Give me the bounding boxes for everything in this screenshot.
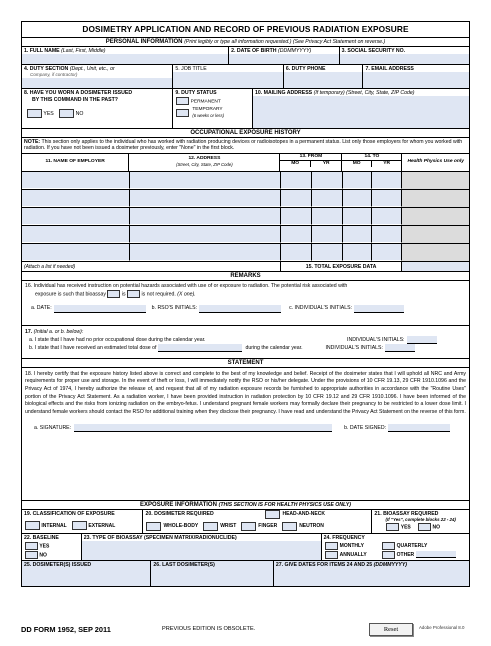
reset-button[interactable]: Reset (369, 623, 413, 636)
yes-checkbox[interactable] (27, 109, 42, 118)
health-physics-cell (402, 172, 469, 189)
dosimeter-required-field: 20. DOSIMETER REQUIRED HEAD-AND-NECK WHOLE-BODY WRIST FINGER NEUTRON (143, 510, 372, 533)
address-cell[interactable] (130, 190, 281, 207)
health-physics-cell (402, 208, 469, 225)
internal-checkbox[interactable] (25, 521, 40, 530)
dosimeter-worn-field: 8. HAVE YOU WORN A DOSIMETER ISSUED BY THIS COMMAND IN THE PAST? YES NO (22, 89, 173, 128)
personal-info-heading (22, 38, 469, 47)
external-checkbox[interactable] (72, 521, 87, 530)
temporary-checkbox[interactable] (176, 109, 189, 117)
to-col-header: 14. TO MO YR (342, 154, 402, 171)
duty-status-field: 9. DUTY STATUS PERMANENT TEMPORARY (6 weeks or less) (173, 89, 253, 128)
row-fields-1-3 (22, 47, 469, 65)
bioassay-is-not-checkbox[interactable] (127, 290, 140, 298)
signature-label: a. SIGNATURE: (34, 425, 72, 432)
no-label: NO (75, 110, 84, 117)
occupational-note: NOTE: This section only applies to the individual who has worked with radiation producing devices or radioisotopes in a permanent status. List only those employers for whom you worked with radiation. If you have not been issued a dosimeter previously, enter "None" in the first block. (22, 138, 469, 154)
employer-col-header: 11. NAME OF EMPLOYER (22, 154, 129, 171)
date-a-field[interactable] (54, 305, 146, 313)
from-yr-cell[interactable] (312, 244, 343, 261)
finger-checkbox[interactable] (241, 522, 256, 531)
attach-note: (Attach a list if needed) (22, 262, 281, 271)
temporary-label: TEMPORARY (192, 107, 223, 112)
address-cell[interactable] (130, 226, 281, 243)
from-mo-cell[interactable] (281, 208, 312, 225)
employer-cell[interactable] (22, 190, 130, 207)
q17a-text: a. I state that I have had no prior occupational dose during the calendar year. (29, 336, 206, 343)
to-mo-cell[interactable] (343, 244, 373, 261)
row-fields-25-27 (22, 561, 469, 586)
from-mo-cell[interactable] (281, 172, 312, 189)
other-checkbox[interactable] (382, 551, 395, 559)
bioassay-no-checkbox[interactable] (418, 523, 431, 531)
duty-section-field[interactable]: 4. DUTY SECTION (Dept., Unit, etc., or Company, if contractor) (22, 65, 173, 88)
row-fields-19-21 (22, 510, 469, 534)
form-title: DOSIMETRY APPLICATION AND RECORD OF PREVIOUS RADIATION EXPOSURE (22, 22, 469, 38)
history-row (22, 190, 469, 208)
estimated-dose-field[interactable] (158, 344, 242, 352)
to-yr-cell[interactable] (372, 172, 402, 189)
history-row (22, 244, 469, 262)
to-yr-cell[interactable] (372, 190, 402, 207)
from-mo-cell[interactable] (281, 226, 312, 243)
form-id: DD FORM 1952, SEP 2011 (21, 625, 111, 634)
to-mo-cell[interactable] (343, 226, 373, 243)
health-physics-cell (402, 226, 469, 243)
health-physics-cell (402, 190, 469, 207)
address-cell[interactable] (130, 172, 281, 189)
to-yr-cell[interactable] (372, 226, 402, 243)
rso-initials-label: b. RSO'S INITIALS: (151, 305, 198, 312)
ssn-field[interactable]: 3. SOCIAL SECURITY NO. (340, 47, 469, 64)
history-row (22, 172, 469, 190)
mailing-address-field[interactable]: 10. MAILING ADDRESS (If temporary) (Street, City, State, ZIP Code) (253, 89, 469, 128)
annually-checkbox[interactable] (325, 551, 338, 559)
employer-cell[interactable] (22, 208, 130, 225)
remarks-heading: REMARKS (22, 272, 469, 281)
history-rows (22, 172, 469, 262)
dates-field[interactable]: 27. GIVE DATES FOR ITEMS 24 AND 25 (DDMMYYYY) (274, 561, 469, 586)
form-footer (21, 623, 470, 641)
date-of-birth-field[interactable]: 2. DATE OF BIRTH (DDMMYYYY) (229, 47, 340, 64)
from-yr-cell[interactable] (312, 226, 343, 243)
row-fields-4-7 (22, 65, 469, 89)
statement-heading: STATEMENT (22, 359, 469, 368)
quarterly-checkbox[interactable] (382, 542, 395, 550)
frequency-field: 24. FREQUENCY MONTHLY QUARTERLY ANNUALLY OTHER (322, 534, 469, 560)
from-yr-cell[interactable] (312, 172, 343, 189)
individual-initials-field[interactable] (354, 305, 404, 313)
baseline-no-checkbox[interactable] (25, 551, 38, 559)
classification-field: 19. CLASSIFICATION OF EXPOSURE INTERNAL EXTERNAL (22, 510, 143, 533)
date-a-label: a. DATE: (31, 305, 52, 312)
employer-cell[interactable] (22, 226, 130, 243)
remarks-16: 16. Individual has received instruction on potential hazards associated with use of or exposure to radiation. The potential risk associated with exposure is such that bioassay is is not required. (X one). a. DATE: b. RSO'S INITIALS: c. INDIVIDUAL'S INITIALS: (22, 281, 469, 326)
employer-cell[interactable] (22, 172, 130, 189)
email-field[interactable]: 7. EMAIL ADDRESS (363, 65, 469, 88)
monthly-checkbox[interactable] (325, 542, 338, 550)
bioassay-required-field: 21. BIOASSAY REQUIRED (If "Yes", complete blocks 22 - 24) YES NO (374, 510, 456, 531)
remarks-17: 17. (Initial a. or b. below): a. I state that I have had no prior occupational dose during the calendar year. INDIVIDUAL'S INITIALS: b. I state that I have received an estimated total dose of during the calendar year. INDIVIDUAL'S INITIALS: (22, 326, 469, 359)
neutron-checkbox[interactable] (282, 522, 297, 531)
total-exposure-label: 15. TOTAL EXPOSURE DATA (281, 262, 402, 271)
date-signed-label: b. DATE SIGNED: (344, 425, 387, 432)
address-cell[interactable] (130, 244, 281, 261)
q17b-initials-field[interactable] (385, 344, 415, 352)
wrist-checkbox[interactable] (203, 522, 218, 531)
temporary-note: (6 weeks or less) (192, 112, 224, 118)
no-checkbox[interactable] (59, 109, 74, 118)
from-yr-cell[interactable] (312, 190, 343, 207)
previous-edition-note: PREVIOUS EDITION IS OBSOLETE. (162, 626, 256, 632)
history-row (22, 208, 469, 226)
bioassay-yes-checkbox[interactable] (386, 523, 399, 531)
to-yr-cell[interactable] (372, 208, 402, 225)
from-mo-cell[interactable] (281, 190, 312, 207)
baseline-field: 22. BASELINE YES NO (22, 534, 82, 560)
dosimeters-issued-field[interactable]: 25. DOSIMETER(S) ISSUED (22, 561, 151, 586)
individual-initials-label: c. INDIVIDUAL'S INITIALS: (289, 305, 353, 312)
health-physics-cell (402, 244, 469, 261)
employer-cell[interactable] (22, 244, 130, 261)
dosimetry-form (21, 21, 470, 587)
row-fields-8-10 (22, 89, 469, 129)
address-col-header: 12. ADDRESS (Street, City, State, ZIP Code) (129, 154, 280, 171)
head-neck-checkbox[interactable] (265, 510, 280, 519)
permanent-checkbox[interactable] (176, 97, 189, 105)
q16-text: 16. Individual has received instruction on potential hazards associated with use of or exposure to radiation. The potential risk associated with (25, 282, 348, 289)
to-mo-cell[interactable] (343, 190, 373, 207)
address-cell[interactable] (130, 208, 281, 225)
to-mo-cell[interactable] (343, 172, 373, 189)
row-fields-22-24 (22, 534, 469, 561)
signature-field[interactable] (74, 424, 332, 432)
to-yr-cell[interactable] (372, 244, 402, 261)
bioassay-is-checkbox[interactable] (107, 290, 120, 298)
whole-body-checkbox[interactable] (146, 522, 161, 531)
from-yr-cell[interactable] (312, 208, 343, 225)
yes-label: YES (43, 110, 54, 117)
duty-phone-field[interactable]: 6. DUTY PHONE (284, 65, 364, 88)
full-name-field[interactable]: 1. FULL NAME (Last, First, Middle) (22, 47, 229, 64)
other-frequency-field[interactable] (416, 551, 456, 558)
statement-block (22, 368, 469, 501)
job-title-field[interactable]: 5. JOB TITLE (173, 65, 284, 88)
history-footer-row (22, 262, 469, 272)
personal-heading-note: (Print legibly or type all information requested.) (See Privacy Act Statement on reverse.) (184, 39, 386, 45)
adobe-version: Adobe Professional 8.0 (419, 625, 465, 630)
total-exposure-field[interactable] (402, 262, 469, 271)
bioassay-type-field[interactable]: 23. TYPE OF BIOASSAY (SPECIMEN MATRIX/RADIONUCLIDE) (82, 534, 322, 560)
date-signed-field[interactable] (388, 424, 450, 432)
history-header-row (22, 154, 469, 172)
from-mo-cell[interactable] (281, 244, 312, 261)
rso-initials-field[interactable] (199, 305, 281, 313)
statement-text: 18. I hereby certify that the exposure history listed above is correct and complete to the best of my knowledge and belief. Receipt of the dosimeter states that I will uphold all NRC and Army requirements for proper use and storage. In the event of theft or loss, I will immediately notify the RSO or his/her delegate. Under the provisions of 10 CFR 19.13, 29 CFR 1910.1096 and the Privacy Act of 1974, I hereby authorize the release of, and request that all of my radiation exposure records be furnished to appropriate authorities in accordance with the "Routine Uses" portion of the Privacy Act Statement. As a radiation worker, I have been provided instruction in radiation protection by 10 CFR 19.12 and 29 CFR 1910.1096. I have been informed of the biological effects and the risks from ionizing radiation on the embryo-fetus. I understand pregnant female workers may formally declare their pregnancy to be restricted to a lower dose limit. I understand female workers should contact the RSO for additional training when they disclose their pregnancy. I have read and understand the Privacy Act Statement on the reverse of this form. (25, 370, 466, 415)
health-physics-header: Health Physics Use only (407, 159, 464, 165)
permanent-label: PERMANENT (190, 99, 221, 105)
history-row (22, 226, 469, 244)
last-dosimeters-field[interactable]: 26. LAST DOSIMETER(S) (151, 561, 273, 586)
baseline-yes-checkbox[interactable] (25, 542, 38, 550)
q17a-initials-field[interactable] (407, 336, 437, 344)
personal-heading-text: PERSONAL INFORMATION (105, 39, 183, 45)
to-mo-cell[interactable] (343, 208, 373, 225)
from-col-header: 13. FROM MO YR (280, 154, 342, 171)
exposure-heading: EXPOSURE INFORMATION (THIS SECTION IS FOR HEALTH PHYSICS USE ONLY) (22, 501, 469, 510)
occupational-heading: OCCUPATIONAL EXPOSURE HISTORY (22, 129, 469, 138)
